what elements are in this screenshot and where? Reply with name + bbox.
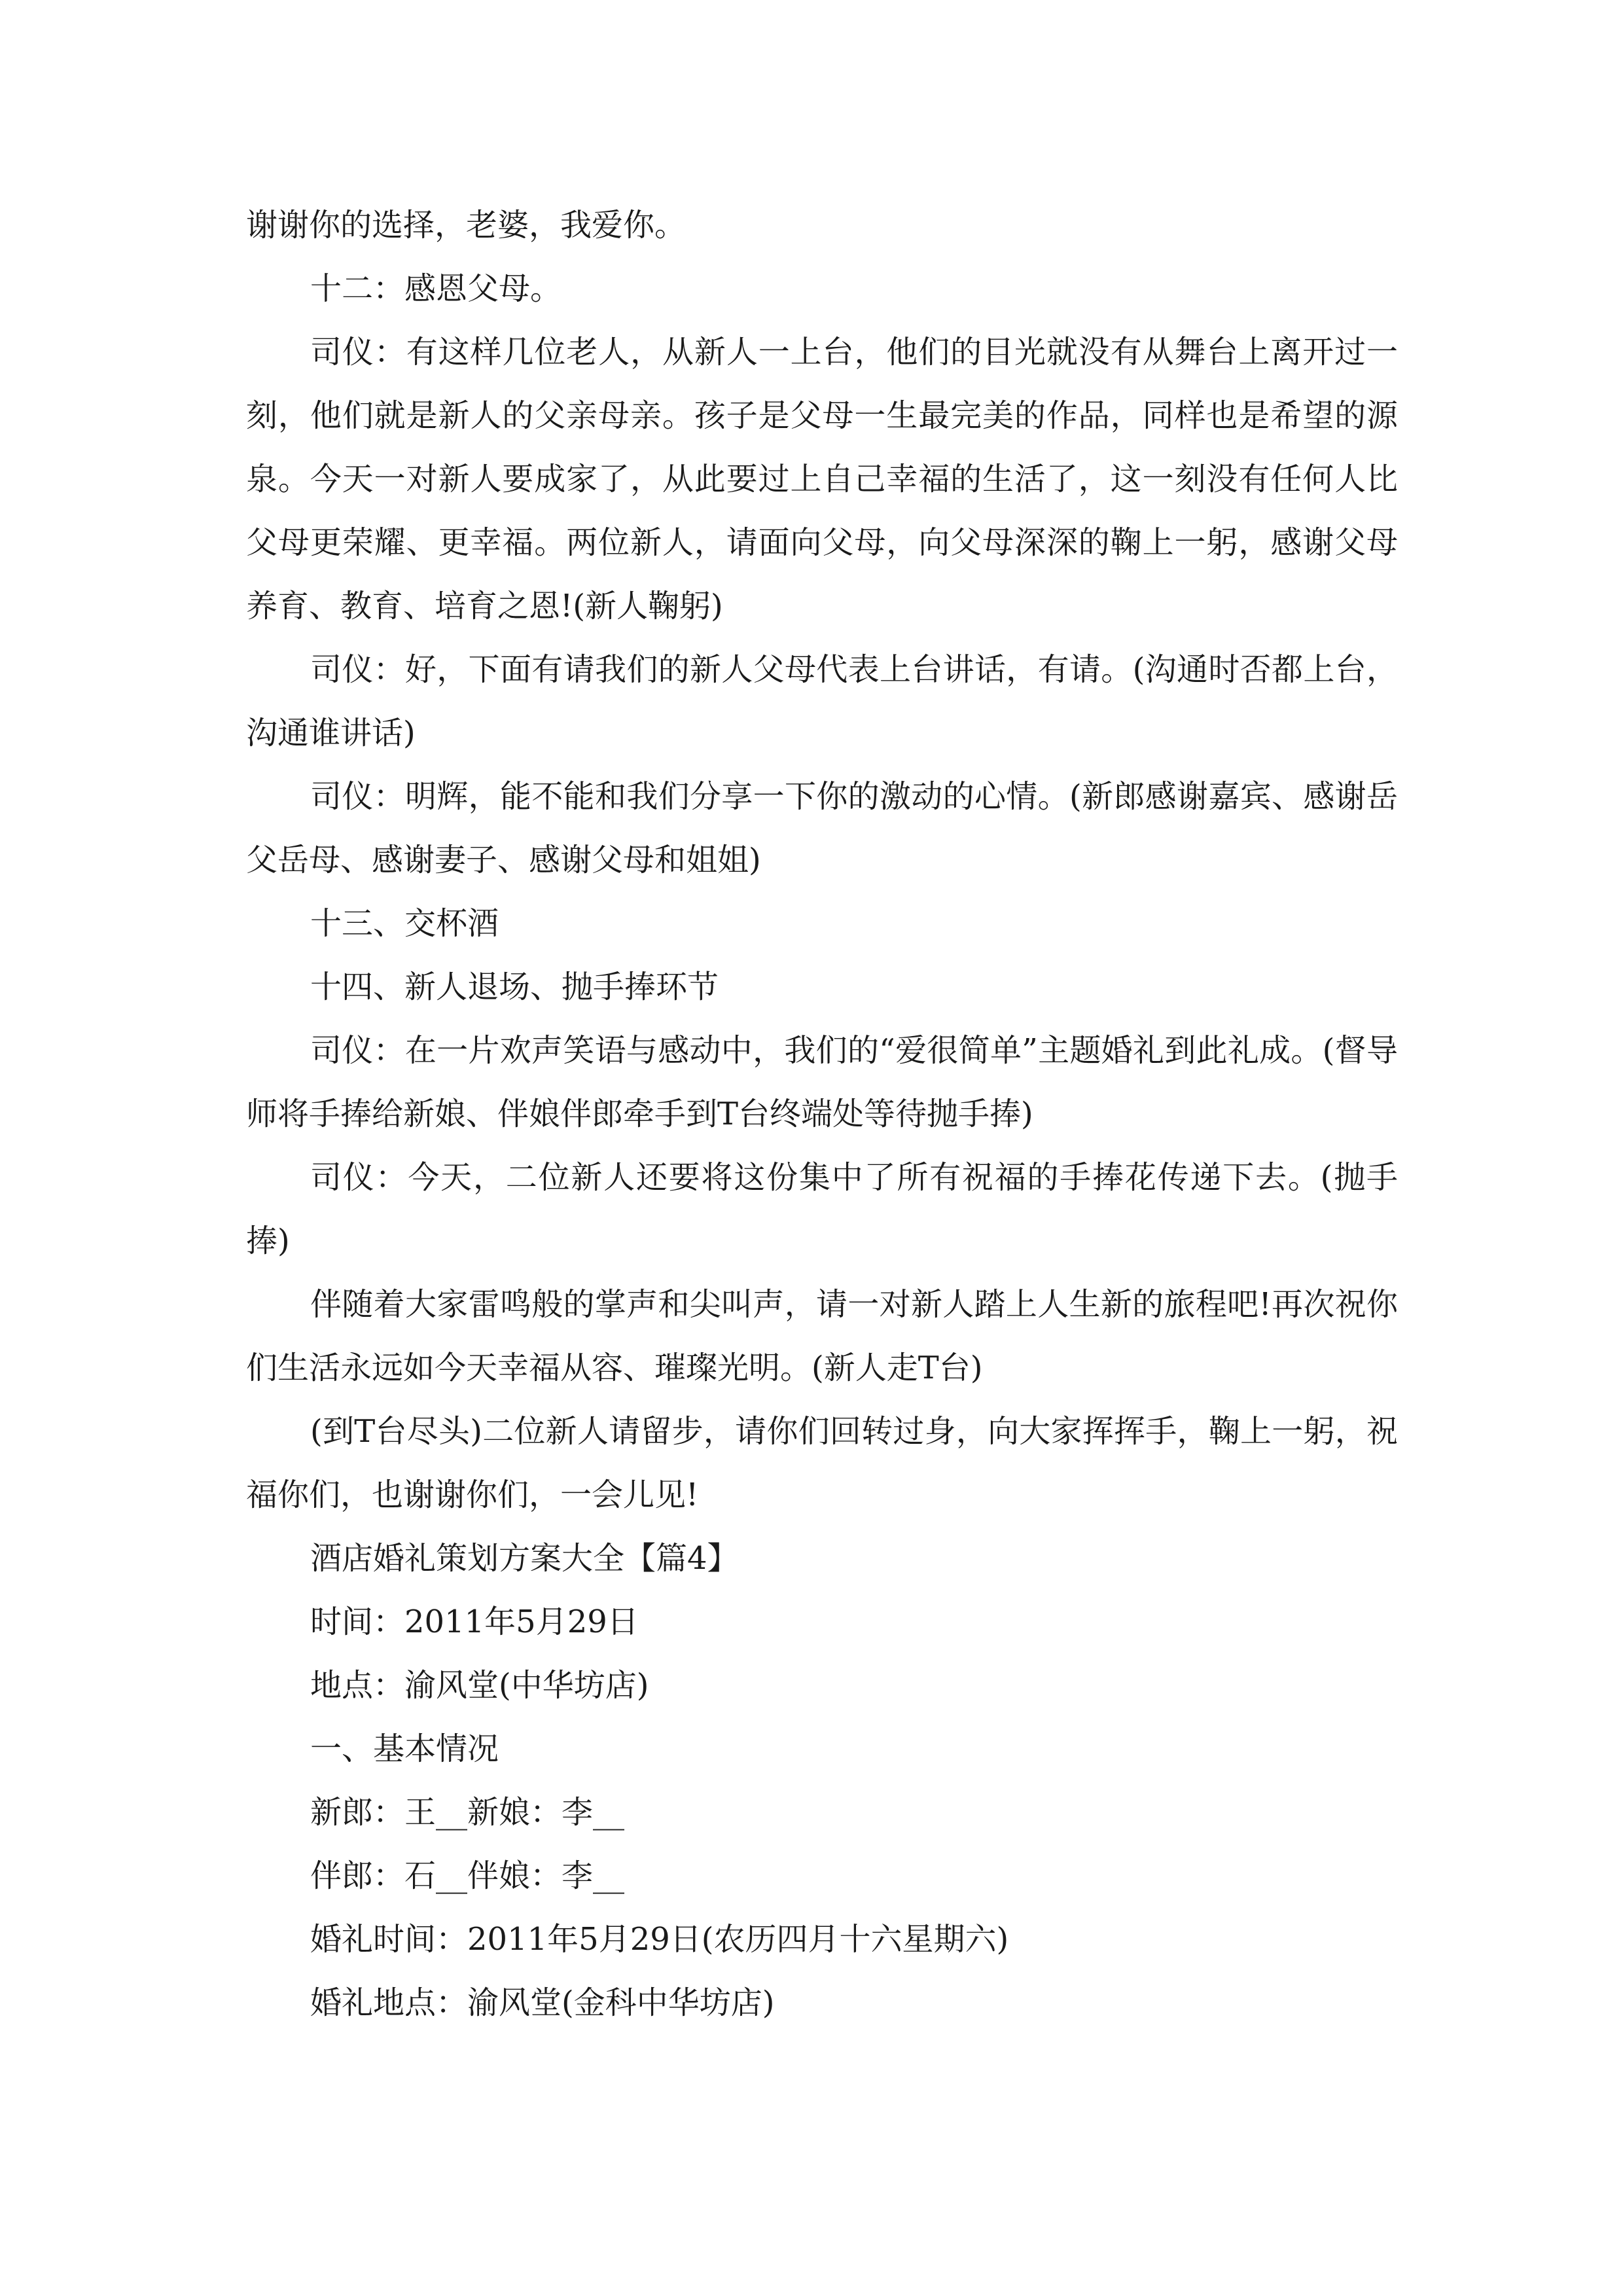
paragraph-groom-bride: 新郎：王__新娘：李__ bbox=[310, 1794, 625, 1831]
paragraph-plan-heading: 酒店婚礼策划方案大全【篇4】 bbox=[310, 1540, 739, 1577]
paragraph-section-13: 十三、交杯酒 bbox=[310, 905, 499, 942]
paragraph-closing-line: 谢谢你的选择，老婆，我爱你。 bbox=[246, 207, 687, 243]
paragraph-wedding-location: 婚礼地点：渝风堂(金科中华坊店) bbox=[310, 1984, 775, 2021]
paragraph-host-groom-share: 司仪：明辉，能不能和我们分享一下你的激动的心情。(新郎感谢嘉宾、感谢岳父岳母、感谢妻子、感谢父母和姐姐) bbox=[246, 778, 1398, 878]
paragraph-host-parents-speech: 司仪：好，下面有请我们的新人父母代表上台讲话，有请。(沟通时否都上台，沟通谁讲话) bbox=[246, 651, 1398, 751]
paragraph-section-12: 十二：感恩父母。 bbox=[310, 270, 562, 307]
paragraph-groomsman-bridesmaid: 伴郎：石__伴娘：李__ bbox=[310, 1857, 625, 1894]
paragraph-wedding-time: 婚礼时间：2011年5月29日(农历四月十六星期六) bbox=[310, 1921, 1009, 1958]
paragraph-host-ceremony-complete: 司仪：在一片欢声笑语与感动中，我们的“爱很简单”主题婚礼到此礼成。(督导师将手捧给新娘、伴娘伴郎牵手到T台终端处等待抛手捧) bbox=[246, 1032, 1398, 1132]
paragraph-new-journey: 伴随着大家雷鸣般的掌声和尖叫声，请一对新人踏上人生新的旅程吧!再次祝你们生活永远如今天幸福从容、璀璨光明。(新人走T台) bbox=[246, 1286, 1398, 1386]
paragraph-location: 地点：渝风堂(中华坊店) bbox=[310, 1667, 649, 1704]
paragraph-stage-end: (到T台尽头)二位新人请留步，请你们回转过身，向大家挥挥手，鞠上一躬，祝福你们，也谢谢你们，一会儿见! bbox=[246, 1413, 1398, 1513]
paragraph-section-14: 十四、新人退场、抛手捧环节 bbox=[310, 969, 719, 1005]
paragraph-host-thank-parents: 司仪：有这样几位老人，从新人一上台，他们的目光就没有从舞台上离开过一刻，他们就是新人的父亲母亲。孩子是父母一生最完美的作品，同样也是希望的源泉。今天一对新人要成家了，从此要过上自己幸福的生活了，这一刻没有任何人比父母更荣耀、更幸福。两位新人，请面向父母，向父母深深的鞠上一躬，感谢父母养育、教育、培育之恩!(新人鞠躬) bbox=[246, 334, 1398, 624]
paragraph-basic-info-heading: 一、基本情况 bbox=[310, 1731, 499, 1767]
document-body bbox=[246, 194, 1398, 2035]
paragraph-host-bouquet: 司仪：今天，二位新人还要将这份集中了所有祝福的手捧花传递下去。(抛手捧) bbox=[246, 1159, 1398, 1259]
paragraph-time: 时间：2011年5月29日 bbox=[310, 1604, 639, 1640]
